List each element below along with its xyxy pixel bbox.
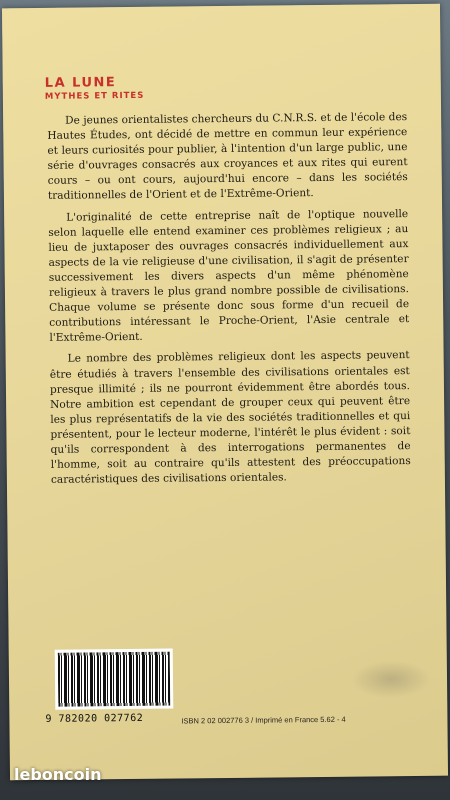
book-title: LA LUNE	[44, 75, 117, 91]
blurb-paragraph-2: L'originalité de cette entreprise naît de l'optique nouvelle selon laquelle elle entend examiner ces problèmes religieux ; au lieu de juxtaposer des ouvrages consacrés individuellement aux aspects de la vie religieuse d'une civilisation, il s'agit de présenter successivement les divers aspects d'un même phénomène religieux à travers le plus grand nombre possible de civilisations. Chaque volume se présente donc sous forme d'un recueil de contributions intéressant le Proche-Orient, l'Asie centrale et l'Extrême-Orient.	[48, 207, 410, 345]
blurb-paragraph-1: De jeunes orientalistes chercheurs du C.N.R.S. et de l'école des Hautes Études, ont décidé de mettre en commun leur expérience et leurs curiosités pour publier, à l'intention d'un large public, une série d'ouvrages consacrés aux croyances et aux rites qui eurent cours – ou ont cours, aujourd'hui encore – dans les sociétés traditionnelles de l'Orient et de l'Extrême-Orient.	[47, 111, 408, 203]
book-back-cover	[2, 4, 448, 781]
barcode-image	[55, 649, 174, 710]
title-block	[45, 75, 145, 102]
isbn-line: ISBN 2 02 002776 3 / Imprimé en France 5.62 - 4	[181, 714, 346, 726]
barcode-number: 9 782020 027762	[45, 712, 144, 725]
book-subtitle: MYTHES ET RITES	[44, 90, 145, 102]
blurb-paragraph-3: Le nombre des problèmes religieux dont les aspects peuvent être étudiés à travers l'ensemble des civilisations orientales est presque illimité ; ils ne pourront évidemment être abordés tous. Notre ambition est cependant de grouper ceux qui peuvent être les plus représentatifs de la vie des sociétés traditionnelles et qui présentent, pour le lecteur moderne, l'intérêt le plus évident : soit qu'ils correspondent à des interrogations permanentes de l'homme, soit au contraire qu'ils attestent des préoccupations caractéristiques des civilisations orientales.	[49, 349, 411, 486]
leboncoin-watermark-logo: leboncoin	[14, 765, 102, 784]
paper-stain	[351, 660, 431, 699]
blurb-text	[47, 110, 411, 494]
